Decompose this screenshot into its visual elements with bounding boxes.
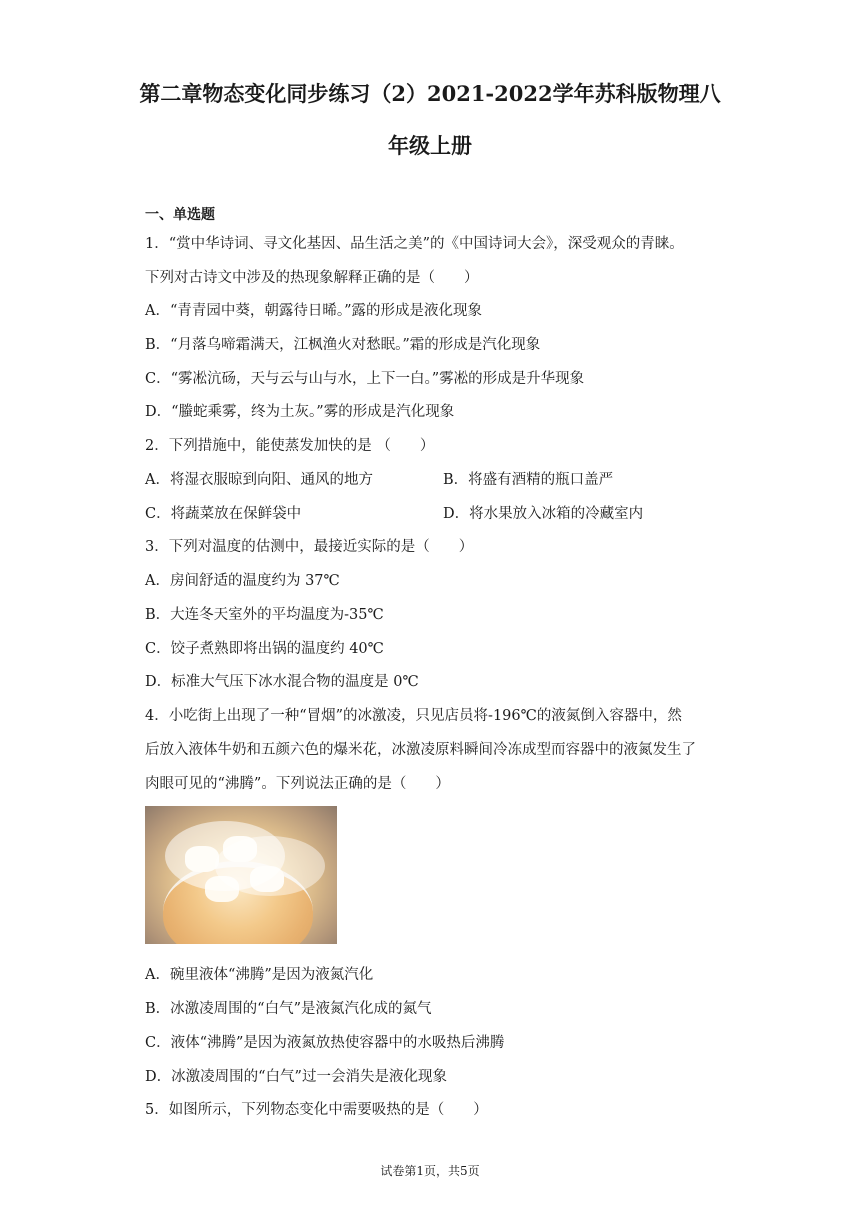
page-title [90, 68, 770, 172]
ice-cream-photo [145, 806, 337, 944]
q1-option-b: B．“月落乌啼霜满天，江枫渔火对愁眠。”霜的形成是汽化现象 [145, 337, 541, 353]
q5-stem: 5．如图所示，下列物态变化中需要吸热的是（ ） [145, 1102, 488, 1118]
q3-option-b: B．大连冬天室外的平均温度为-35℃ [145, 607, 384, 623]
q1-stem-line-1: 1．“赏中华诗词、寻文化基因、品生活之美”的《中国诗词大会》，深受观众的青睐。 [145, 236, 684, 252]
q4-option-d: D．冰激凌周围的“白气”过一会消失是液化现象 [145, 1069, 447, 1085]
section-heading: 一、单选题 [145, 207, 215, 223]
q1-option-c: C．“雾凇沆砀，天与云与山与水，上下一白。”雾凇的形成是升华现象 [145, 371, 585, 387]
q4-stem-line-1: 4．小吃街上出现了一种“冒烟”的冰激凌，只见店员将-196℃的液氮倒入容器中，然 [145, 708, 682, 724]
q4-option-b: B．冰激凌周围的“白气”是液氮汽化成的氮气 [145, 1001, 432, 1017]
q4-stem-line-2: 后放入液体牛奶和五颜六色的爆米花，冰激凌原料瞬间冷冻成型而容器中的液氮发生了 [145, 742, 696, 758]
q2-option-d: D．将水果放入冰箱的冷藏室内 [443, 506, 644, 522]
q4-option-a: A．碗里液体“沸腾”是因为液氮汽化 [145, 967, 374, 983]
q2-stem: 2．下列措施中，能使蒸发加快的是 （ ） [145, 438, 435, 454]
q1-stem-line-2: 下列对古诗文中涉及的热现象解释正确的是（ ） [145, 270, 479, 286]
title-line-2: 年级上册 [388, 133, 472, 158]
q3-option-a: A．房间舒适的温度约为 37℃ [145, 573, 340, 589]
q4-option-c: C．液体“沸腾”是因为液氮放热使容器中的水吸热后沸腾 [145, 1035, 505, 1051]
q3-option-c: C．饺子煮熟即将出锅的温度约 40℃ [145, 641, 384, 657]
q3-option-d: D．标准大气压下冰水混合物的温度是 0℃ [145, 674, 419, 690]
q1-option-d: D．“螣蛇乘雾，终为土灰。”雾的形成是汽化现象 [145, 404, 455, 420]
nitrogen-mist [215, 836, 325, 896]
page-footer: 试卷第1页，共5页 [380, 1164, 480, 1178]
title-line-1: 第二章物态变化同步练习（2）2021-2022学年苏科版物理八 [139, 81, 721, 106]
q3-stem: 3．下列对温度的估测中，最接近实际的是（ ） [145, 539, 474, 555]
q2-option-b: B．将盛有酒精的瓶口盖严 [443, 472, 614, 488]
q2-option-a: A．将湿衣服晾到向阳、通风的地方 [145, 472, 373, 488]
q4-stem-line-3: 肉眼可见的“沸腾”。下列说法正确的是（ ） [145, 776, 450, 792]
q2-option-c: C．将蔬菜放在保鲜袋中 [145, 506, 302, 522]
q1-option-a: A．“青青园中葵，朝露待日晞。”露的形成是液化现象 [145, 303, 483, 319]
